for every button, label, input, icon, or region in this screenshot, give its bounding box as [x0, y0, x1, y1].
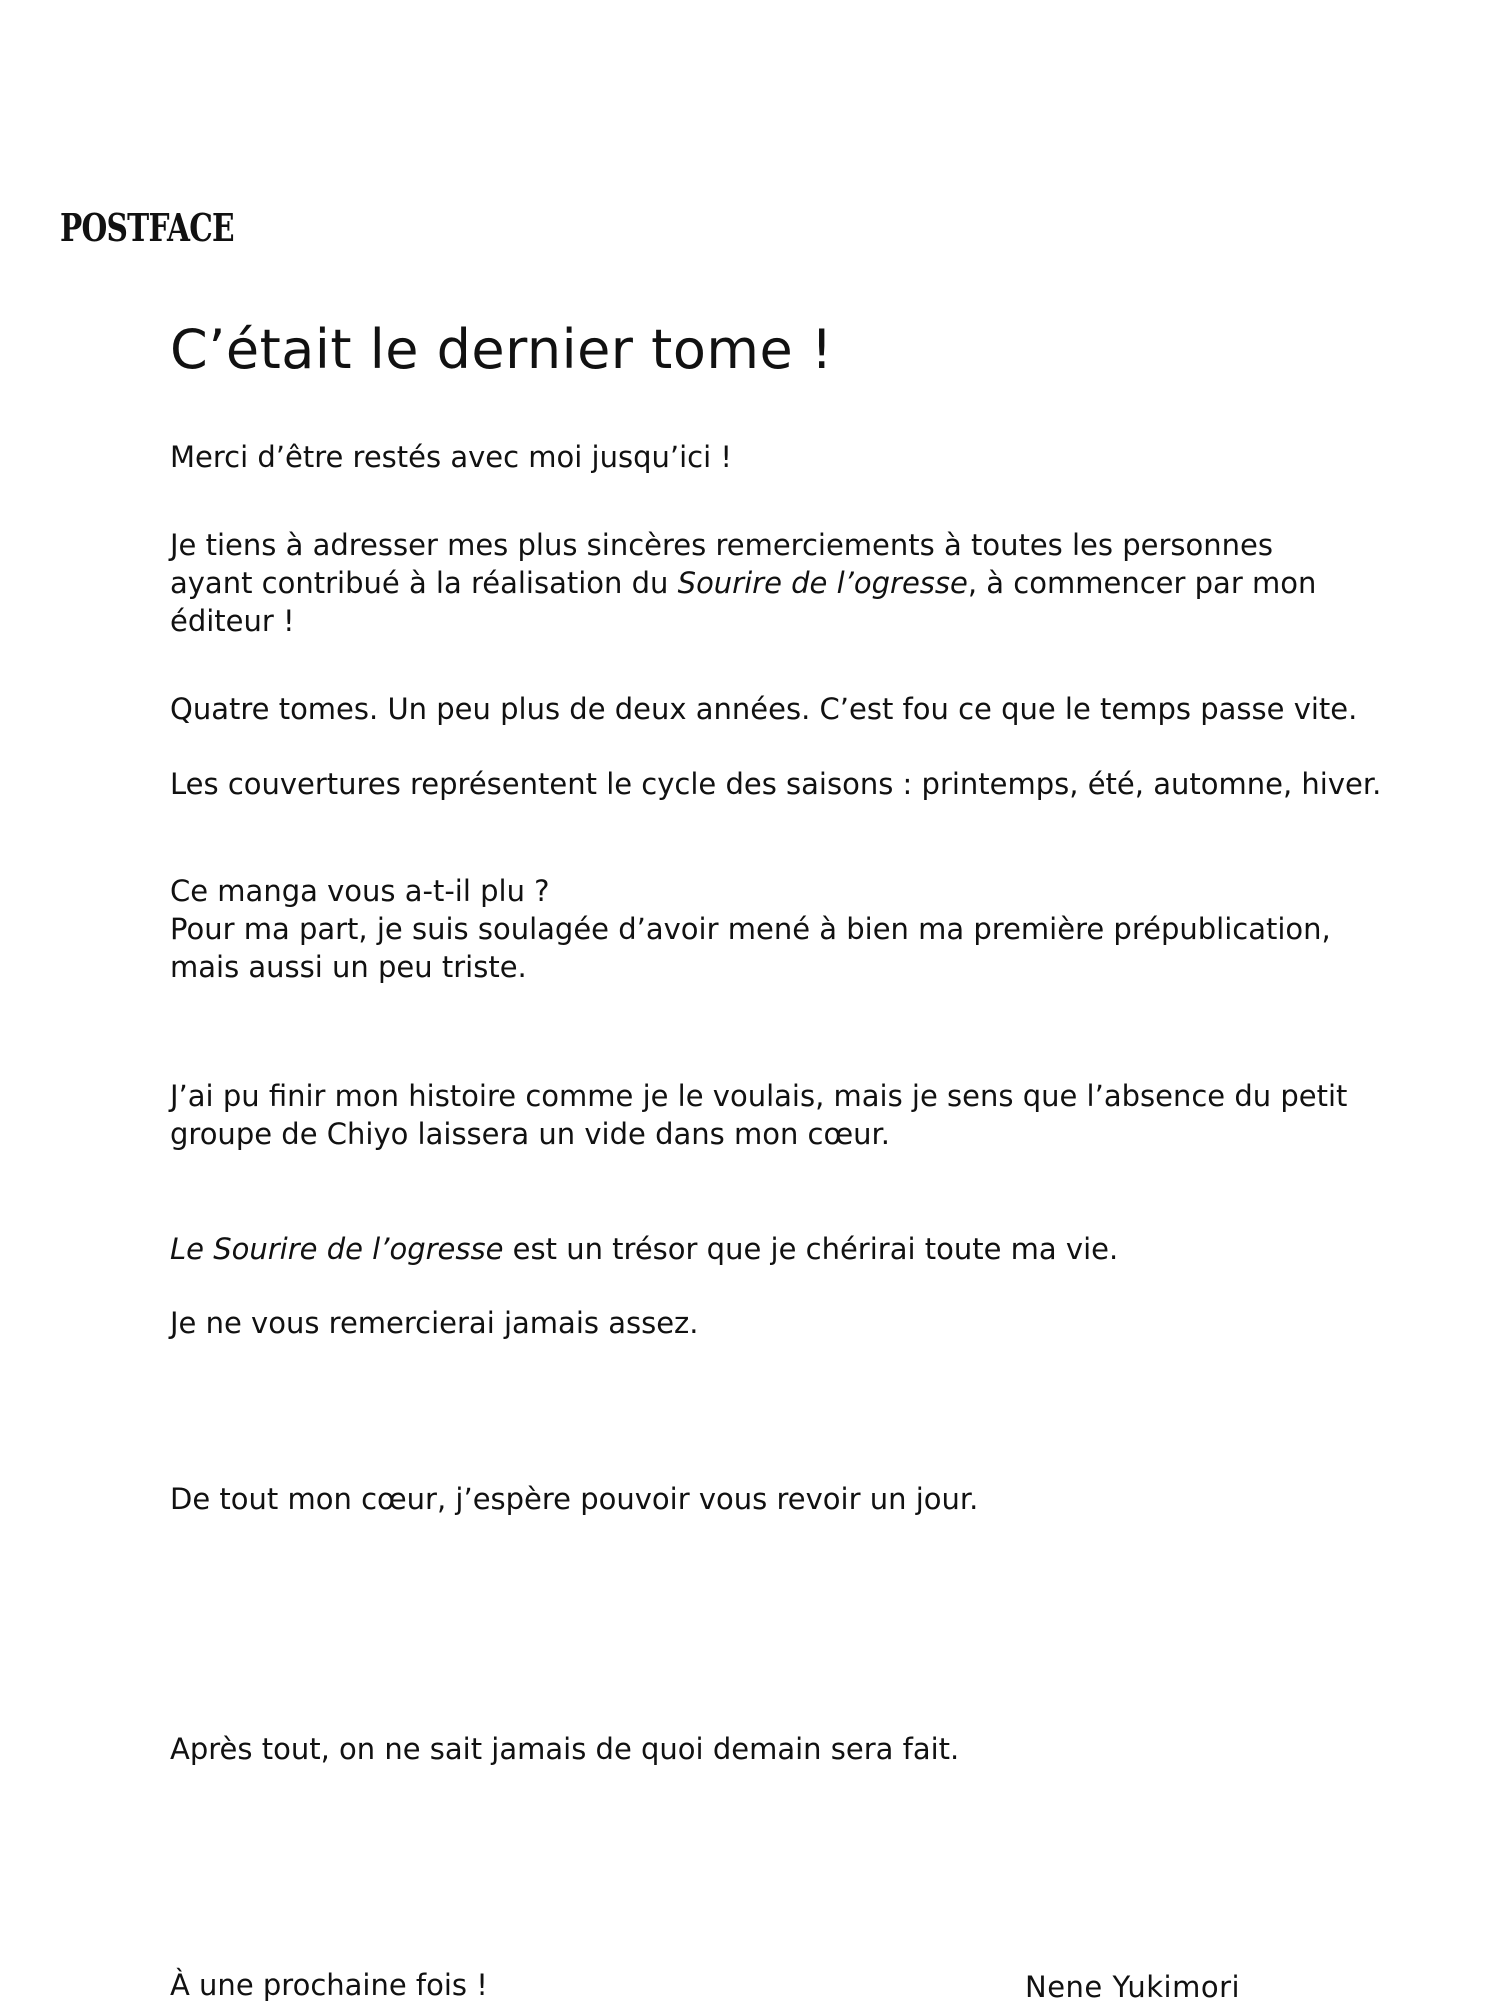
- paragraph-line: Les couvertures représentent le cycle des saisons : printemps, été, automne, hiver.: [170, 767, 1382, 801]
- book-title-italic: Le Sourire de l’ogresse: [170, 1232, 504, 1266]
- paragraph-time: [170, 690, 1390, 728]
- paragraph-line: Quatre tomes. Un peu plus de deux années. C’est fou ce que le temps passe vite.: [170, 692, 1358, 726]
- page-title: C’était le dernier tome !: [170, 318, 834, 381]
- paragraph-line: mais aussi un peu triste.: [170, 950, 527, 984]
- paragraph-covers: [170, 765, 1390, 803]
- paragraph-line: Ce manga vous a-t-il plu ?: [170, 874, 550, 908]
- text-segment: , à commencer par mon: [967, 566, 1317, 600]
- paragraph-feelings: [170, 872, 1390, 986]
- paragraph-line: groupe de Chiyo laissera un vide dans mon cœur.: [170, 1117, 891, 1151]
- paragraph-line: De tout mon cœur, j’espère pouvoir vous revoir un jour.: [170, 1482, 979, 1516]
- text-segment: ayant contribué à la réalisation du: [170, 566, 678, 600]
- text-segment: est un trésor que je chérirai toute ma vie.: [503, 1232, 1119, 1266]
- paragraph-acknowledgements: [170, 526, 1390, 640]
- paragraph-line: À une prochaine fois !: [170, 1968, 488, 2002]
- paragraph-line: Je ne vous remercierai jamais assez.: [170, 1306, 699, 1340]
- paragraph-line: J’ai pu finir mon histoire comme je le voulais, mais je sens que l’absence du petit: [170, 1079, 1348, 1113]
- paragraph-treasure: [170, 1230, 1390, 1268]
- paragraph-gratitude: [170, 1304, 1390, 1342]
- paragraph-line: Merci d’être restés avec moi jusqu’ici !: [170, 440, 732, 474]
- paragraph-line: Pour ma part, je suis soulagée d’avoir mené à bien ma première prépublication,: [170, 912, 1331, 946]
- paragraph-future: [170, 1730, 1390, 1768]
- paragraph-hope: [170, 1480, 1390, 1518]
- paragraph-line: [170, 564, 1390, 602]
- paragraph-line: [170, 1230, 1390, 1268]
- paragraph-line: éditeur !: [170, 604, 295, 638]
- paragraph-line: Je tiens à adresser mes plus sincères remerciements à toutes les personnes: [170, 528, 1273, 562]
- paragraph-story-end: [170, 1077, 1390, 1153]
- author-signature: Nene Yukimori: [1025, 1970, 1241, 2004]
- paragraph-thanks: [170, 438, 1390, 476]
- section-heading: POSTFACE: [60, 205, 234, 250]
- book-title-italic: Sourire de l’ogresse: [677, 566, 968, 600]
- paragraph-line: Après tout, on ne sait jamais de quoi demain sera fait.: [170, 1732, 960, 1766]
